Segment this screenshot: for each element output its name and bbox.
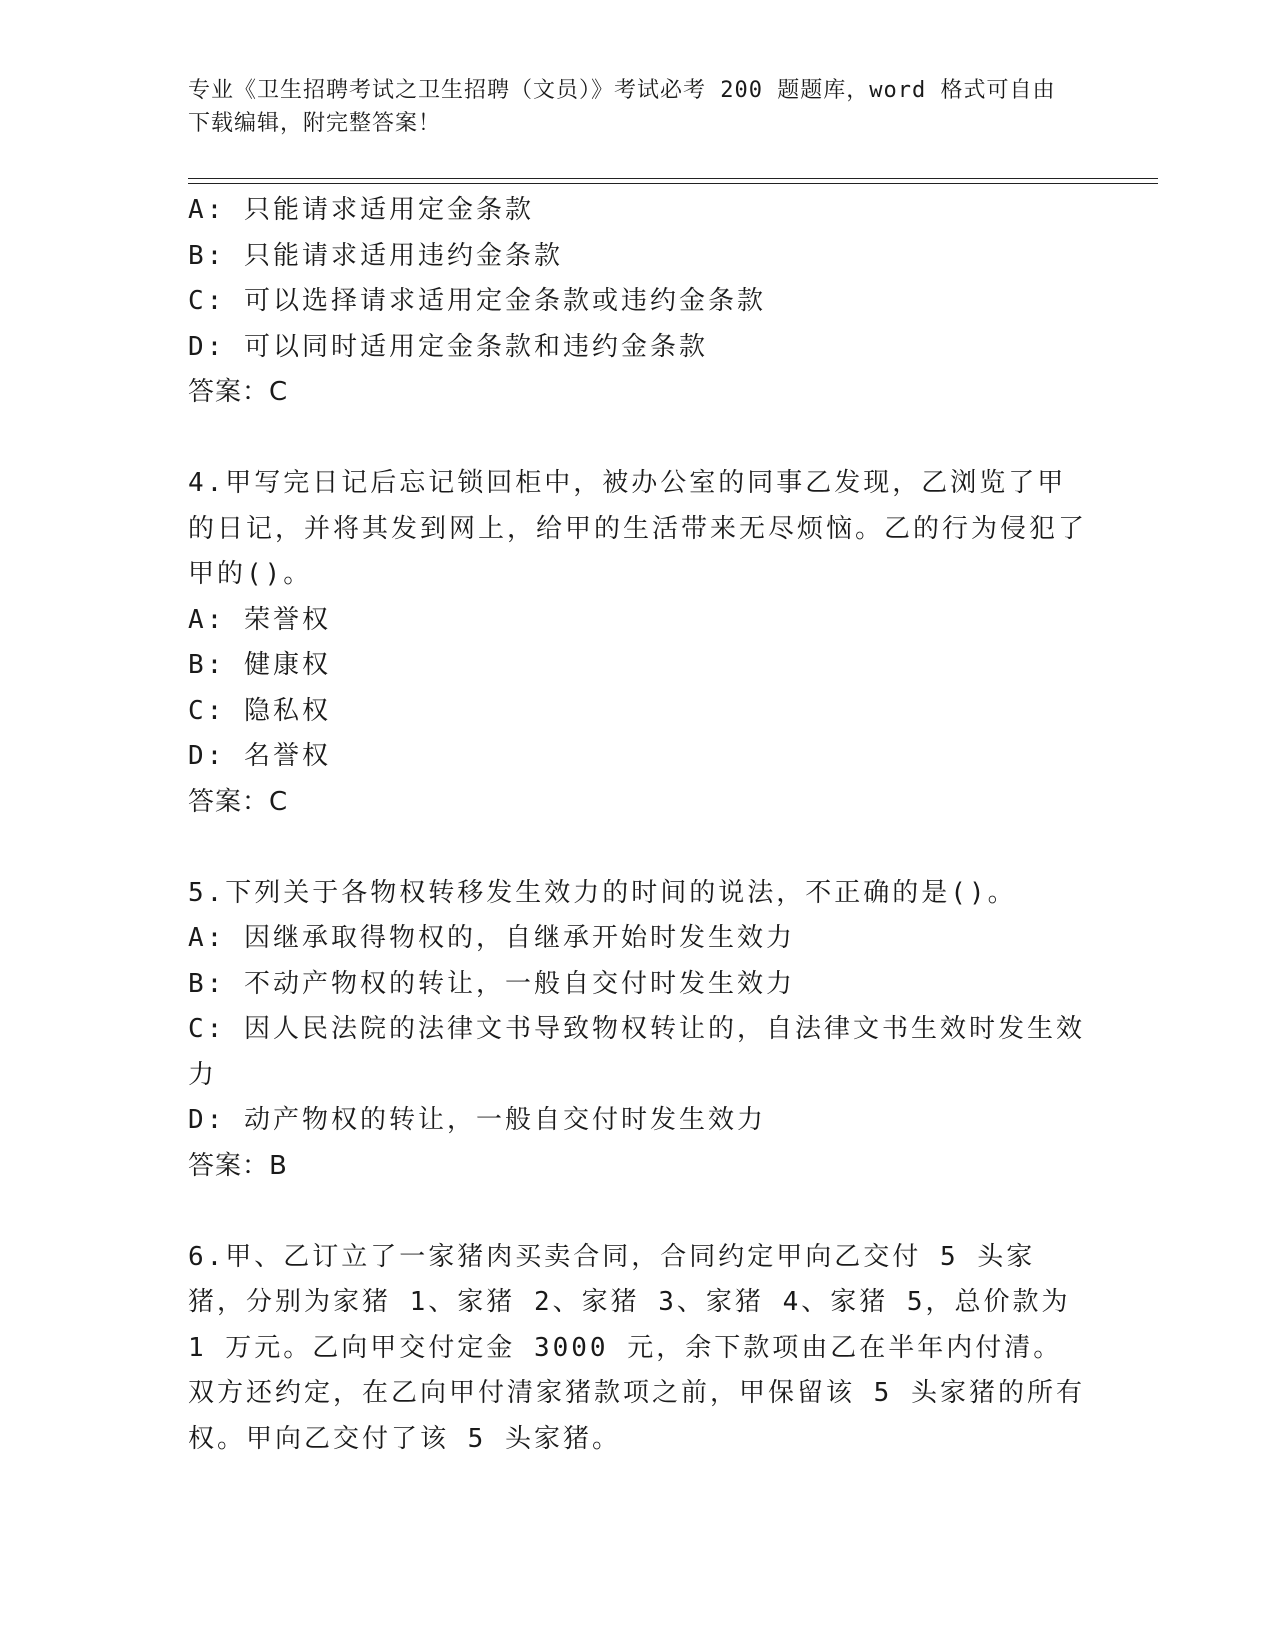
question-list — [188, 188, 1088, 1462]
question-block-5 — [188, 871, 1088, 1190]
question-block-6 — [188, 1235, 1088, 1463]
answer-line: 答案：C — [188, 786, 289, 817]
question-block-3 — [188, 188, 1088, 416]
option-a: A: 荣誉权 — [188, 604, 331, 635]
spacer — [188, 416, 1088, 462]
option-c: C: 因人民法院的法律文书导致物权转让的，自法律文书生效时发生效力 — [188, 1014, 1085, 1090]
question-text: 4.甲写完日记后忘记锁回柜中，被办公室的同事乙发现，乙浏览了甲的日记，并将其发到网上，给甲的生活带来无尽烦恼。乙的行为侵犯了甲的()。 — [188, 468, 1088, 589]
header-divider-bottom — [188, 183, 1158, 184]
question-text: 5.下列关于各物权转移发生效力的时间的说法，不正确的是()。 — [188, 877, 1017, 908]
option-d: D: 可以同时适用定金条款和违约金条款 — [188, 331, 708, 362]
question-text: 6.甲、乙订立了一家猪肉买卖合同，合同约定甲向乙交付 5 头家猪，分别为家猪 1、家猪 2、家猪 3、家猪 4、家猪 5，总价款为 1 万元。乙向甲交付定金 3000 元，余下款项由乙在半年内付清。双方还约定，在乙向甲付清家猪款项之前，甲保留该 5 头家猪的所有权。甲向乙交付了该 5 头家猪。 — [188, 1241, 1085, 1454]
spacer — [188, 825, 1088, 871]
question-block-4 — [188, 461, 1088, 825]
spacer — [188, 1189, 1088, 1235]
option-b: B: 只能请求适用违约金条款 — [188, 240, 563, 271]
answer-line: 答案：C — [188, 377, 289, 407]
answer-line: 答案：B — [188, 1150, 288, 1181]
option-a: A: 只能请求适用定金条款 — [188, 195, 534, 225]
option-c: C: 隐私权 — [188, 695, 331, 726]
option-d: D: 动产物权的转让，一般自交付时发生效力 — [188, 1105, 766, 1135]
option-d: D: 名誉权 — [188, 741, 331, 771]
option-c: C: 可以选择请求适用定金条款或违约金条款 — [188, 286, 766, 316]
option-b: B: 健康权 — [188, 650, 331, 680]
option-b: B: 不动产物权的转让，一般自交付时发生效力 — [188, 968, 795, 999]
header-divider-top — [188, 178, 1158, 179]
option-a: A: 因继承取得物权的，自继承开始时发生效力 — [188, 923, 795, 953]
document-header: 专业《卫生招聘考试之卫生招聘（文员）》考试必考 200 题题库，word 格式可自由下载编辑，附完整答案！ — [188, 78, 1056, 136]
